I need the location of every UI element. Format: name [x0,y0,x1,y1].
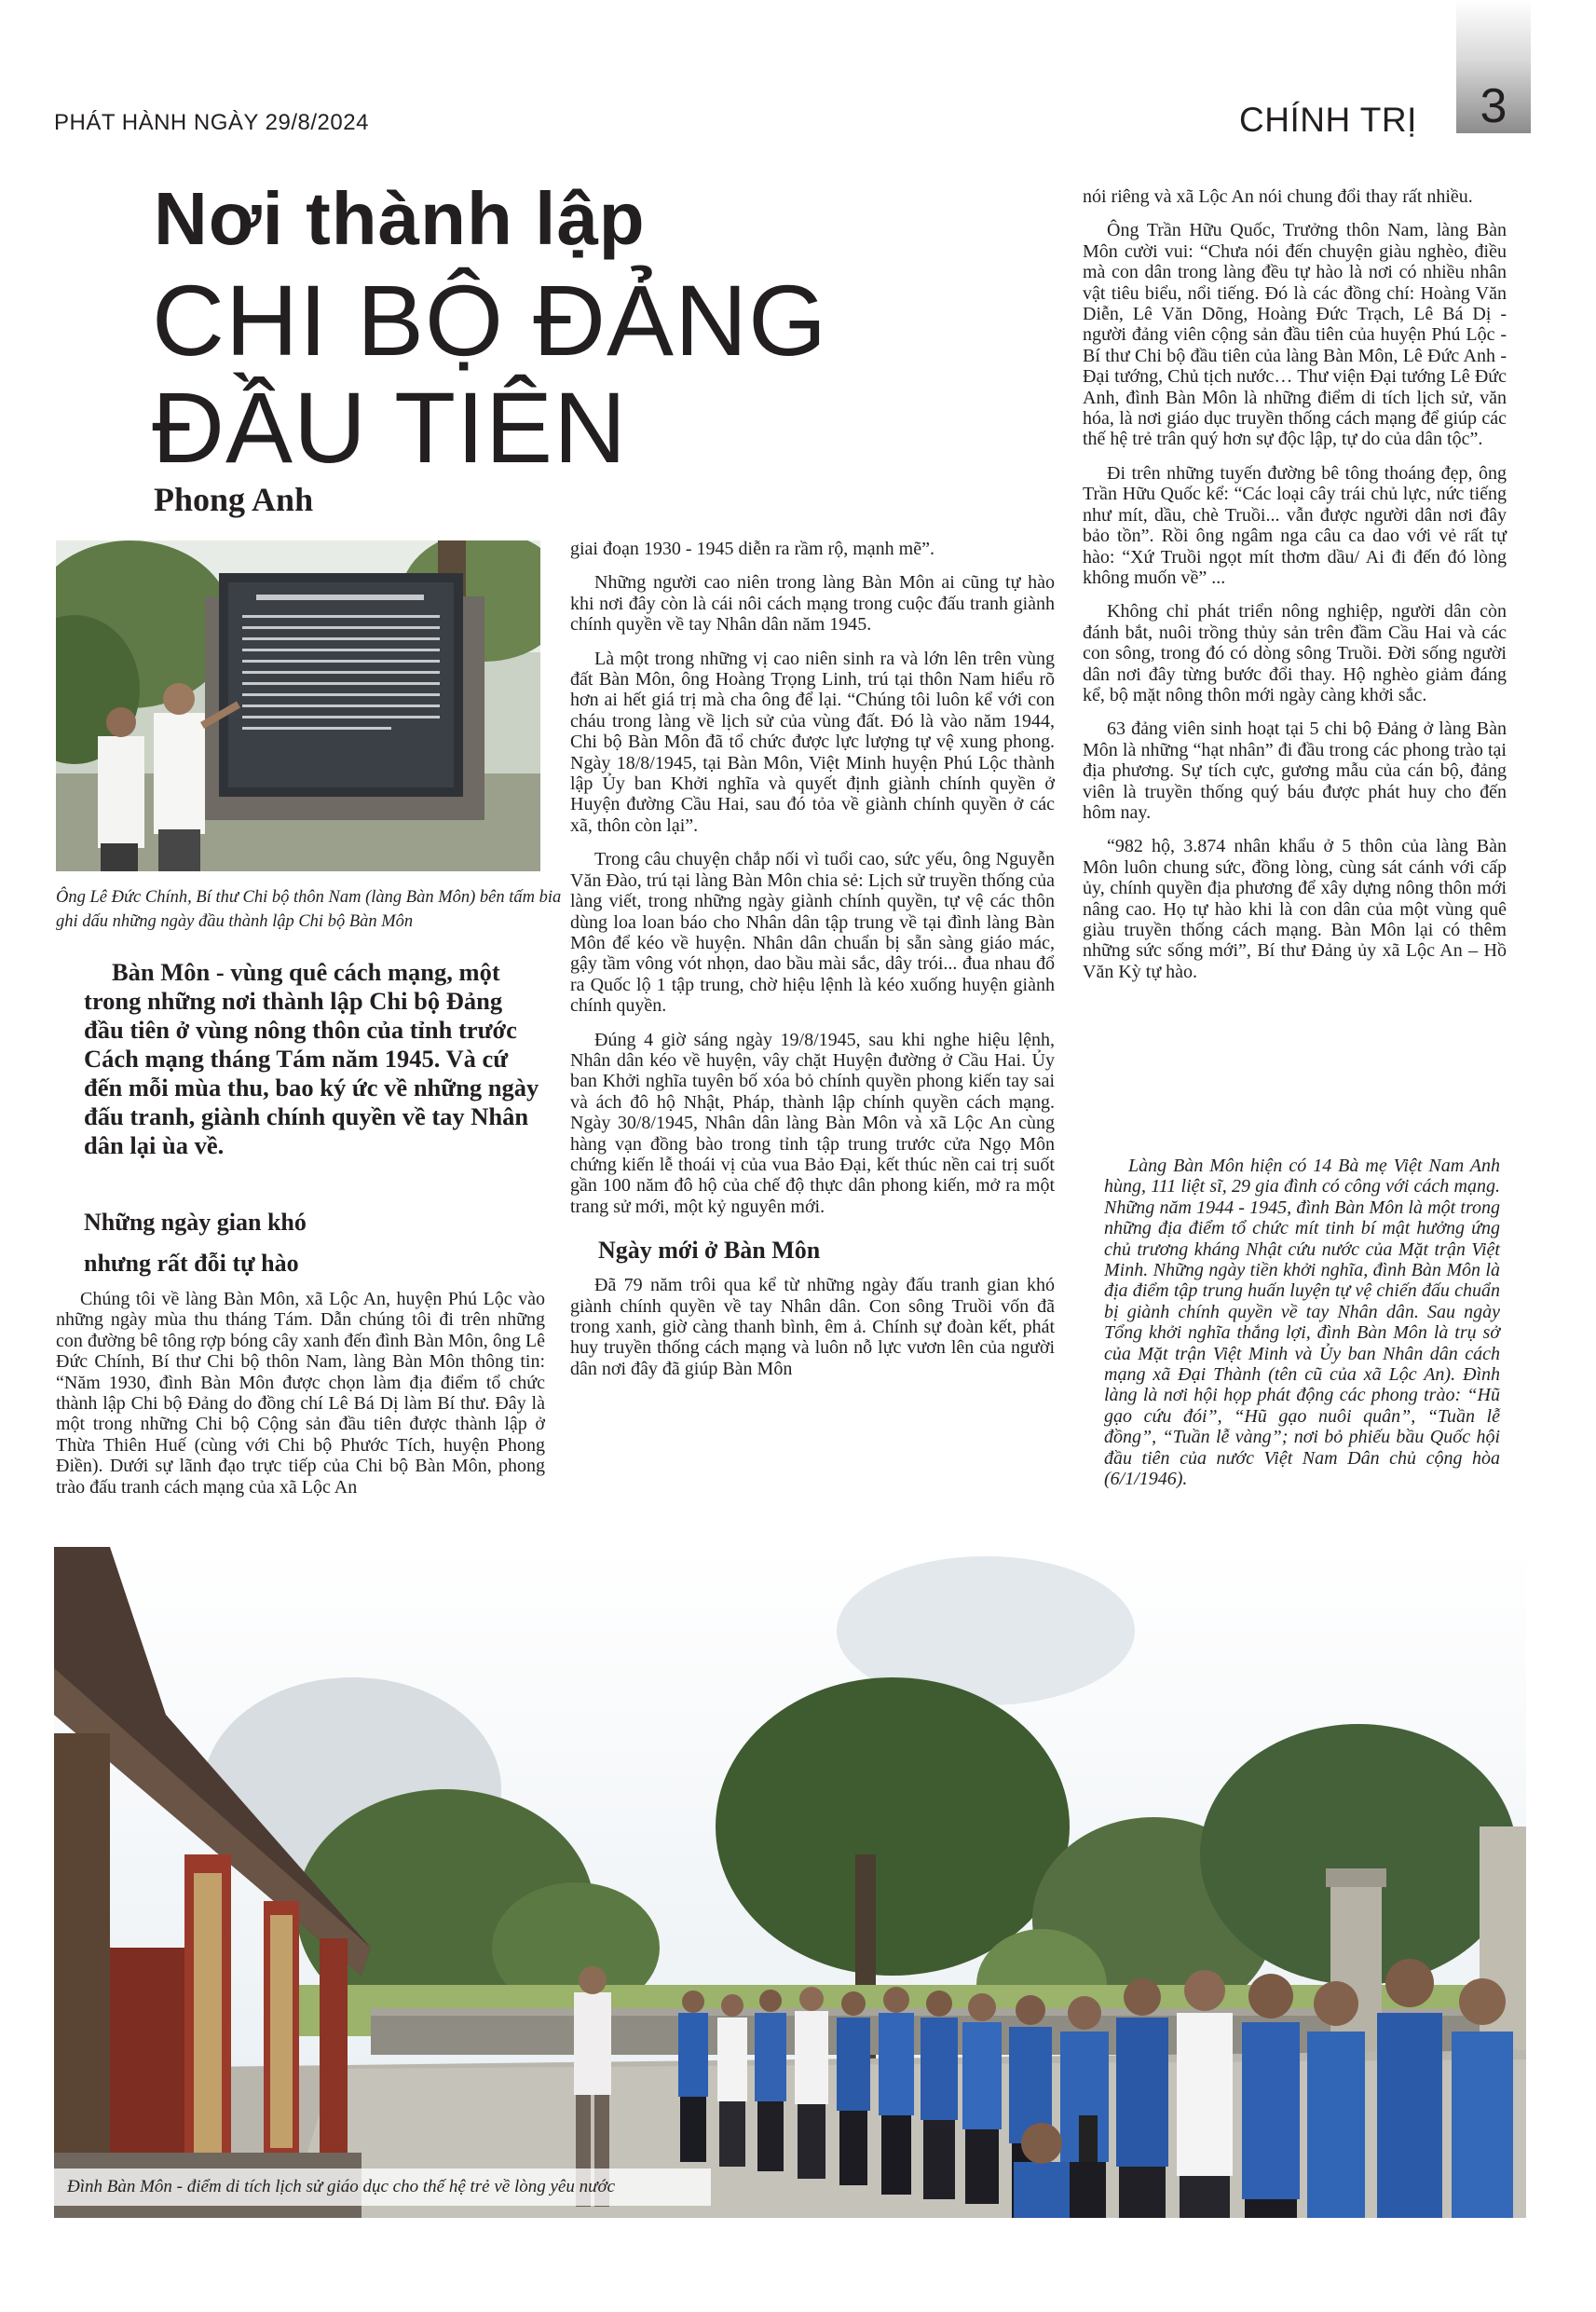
sidebar-facts: Làng Bàn Môn hiện có 14 Bà mẹ Việt Nam Anh hùng, 111 liệt sĩ, 29 gia đình có công với cách mạng. Những năm 1944 - 1945, đình Bàn Môn là một trong những địa điểm tổ chức mít tinh bí mật hưởng ứng chủ trương kháng Nhật cứu nước của Mặt trận Việt Minh. Những ngày tiền khởi nghĩa, đình Bàn Môn là địa điểm tập trung huấn luyện tự vệ chiến đấu chuẩn bị giành chính quyền về tay Nhân dân. Sau ngày Tổng khởi nghĩa thắng lợi, đình Bàn Môn là trụ sở của Mặt trận Việt Minh và Ủy ban Nhân dân cách mạng xã Đại Thành (tên cũ của xã Lộc An). Đình làng là nơi hội họp phát động các phong trào: “Hũ gạo cứu đói”, “Hũ gạo nuôi quân”, “Tuần lễ đồng”, “Tuần lễ vàng”; nơi bỏ phiếu bầu Quốc hội đầu tiên của nước Việt Nam Dân chủ cộng hòa (6/1/1946). [1104,1156,1500,1490]
issue-date: PHÁT HÀNH NGÀY 29/8/2024 [54,110,369,135]
subhead-new-day: Ngày mới ở Bàn Môn [598,1237,821,1265]
column-2 [570,539,1055,1392]
page-number: 3 [1480,79,1507,133]
paragraph: Những người cao niên trong làng Bàn Môn ai cũng tự hào khi nơi đây còn là cái nôi cách mạng trong cuộc đấu tranh giành chính quyền về tay Nhân dân năm 1945. [570,572,1055,636]
subhead-line-2: nhưng rất đỗi tự hào [84,1250,299,1277]
stele-photo [56,540,540,871]
bottom-photo-caption: Đình Bàn Môn - điểm di tích lịch sử giáo dục cho thế hệ trẻ về lòng yêu nước [54,2168,711,2206]
headline-line-2: CHI BỘ ĐẢNG [152,264,828,376]
paragraph: Đã 79 năm trôi qua kể từ những ngày đấu tranh gian khó giành chính quyền về tay Nhân dân. Con sông Truồi vốn đã trong xanh, giờ càng thanh bình, êm ả. Chính sự đoàn kết, phát huy truyền thống cách mạng và luôn nỗ lực vươn lên của người dân nơi đây đã giúp Bàn Môn [570,1275,1055,1379]
column-3 [1083,186,1507,995]
lead-paragraph [84,958,540,1160]
paragraph: Là một trong những vị cao niên sinh ra và lớn lên trên vùng đất Bàn Môn, ông Hoàng Trọng Linh, trú tại thôn Nam hiểu rõ hơn ai hết giá trị mà cha ông để lại. “Chúng tôi luôn kể với con cháu trong làng về lịch sử của vùng đất. Đó là vào năm 1944, Chi bộ Bàn Môn đã tổ chức được lực lượng tự vệ xung phong. Ngày 18/8/1945, tại Bàn Môn, Việt Minh huyện Phú Lộc thành lập Ủy ban Khởi nghĩa và quyết định giành chính quyền ở Huyện đường Cầu Hai, sau đó tỏa về giành chính quyền ở các xã, thôn còn lại”. [570,648,1055,836]
headline-line-1: Nơi thành lập [154,177,646,260]
communal-house-photo [54,1547,1526,2218]
top-photo-caption: Ông Lê Đức Chính, Bí thư Chi bộ thôn Nam (làng Bàn Môn) bên tấm bia ghi dấu những ngày đầu thành lập Chi bộ Bàn Môn [56,888,562,931]
headline-line-3: ĐẦU TIÊN [152,371,628,484]
paragraph: Đúng 4 giờ sáng ngày 19/8/1945, sau khi nghe hiệu lệnh, Nhân dân kéo về huyện, vây chặt Huyện đường ở Cầu Hai. Ủy ban Khởi nghĩa tuyên bố xóa bỏ chính quyền phong kiến tay sai và ách đô hộ Nhật, Pháp, thành lập chính quyền cách mạng. Ngày 30/8/1945, Nhân dân làng Bàn Môn và xã Lộc An cùng hàng vạn đồng bào trong tỉnh tập trung trước cửa Ngọ Môn chứng kiến lễ thoái vị của vua Bảo Đại, kết thúc nền cai trị suốt gần 100 năm đô hộ của chế độ thực dân phong kiến, mở ra một trang sử mới, một kỷ nguyên mới. [570,1029,1055,1217]
paragraph: Chúng tôi về làng Bàn Môn, xã Lộc An, huyện Phú Lộc vào những ngày mùa thu tháng Tám. Dẫn chúng tôi đi trên những con đường bê tông rợp bóng cây xanh đến đình Bàn Môn, ông Lê Đức Chính, Bí thư Chi bộ thôn Nam, làng Bàn Môn thông tin: “Năm 1930, đình Bàn Môn được chọn làm địa điểm tổ chức thành lập Chi bộ Đảng do đồng chí Lê Bá Dị làm Bí thư. Đây là một trong những Chi bộ Cộng sản đầu tiên được thành lập ở Thừa Thiên Huế (cùng với Chi bộ Phước Tích, huyện Phong Điền). Dưới sự lãnh đạo trực tiếp của Chi bộ Bàn Môn, phong trào đấu tranh cách mạng của xã Lộc An [56,1289,545,1498]
lead-text: Bàn Môn - vùng quê cách mạng, một trong những nơi thành lập Chi bộ Đảng đầu tiên ở vùng nông thôn của tỉnh trước Cách mạng tháng Tám năm 1945. Và cứ đến mỗi mùa thu, bao ký ức về những ngày đấu tranh, giành chính quyền về tay Nhân dân lại ùa về. [84,958,539,1159]
section-name: CHÍNH TRỊ [1239,101,1417,139]
paragraph: Ông Trần Hữu Quốc, Trưởng thôn Nam, làng Bàn Môn cười vui: “Chưa nói đến chuyện giàu nghèo, điều mà con dân trong làng đều tự hào là nơi có nhiều nhân vật tiêu biểu, nổi tiếng. Đó là các đồng chí: Hoàng Văn Diễn, Lê Văn Dõng, Hoàng Đức Trạch, Lê Bá Dị - người đảng viên cộng sản đầu tiên của huyện Phú Lộc - Bí thư Chi bộ đầu tiên của làng Bàn Môn, Lê Đức Anh - Đại tướng, Chủ tịch nước… Thư viện Đại tướng Lê Đức Anh, đình Bàn Môn là những điểm di tích lịch sử, văn hóa, là nơi giáo dục truyền thống cách mạng để giúp các thế hệ trẻ trân quý hơn sự độc lập, tự do của dân tộc”. [1083,220,1507,450]
column-1 [56,1289,545,1511]
paragraph: giai đoạn 1930 - 1945 diễn ra rầm rộ, mạnh mẽ”. [570,539,934,559]
paragraph: nói riêng và xã Lộc An nói chung đổi thay rất nhiều. [1083,186,1473,207]
paragraph: Đi trên những tuyến đường bê tông thoáng đẹp, ông Trần Hữu Quốc kể: “Các loại cây trái chủ lực, nức tiếng như mít, dầu, chè Truồi... vẫn được người dân nơi đây bảo tồn”. Rồi ông ngâm nga câu ca dao với vẻ rất tự hào: “Xứ Truồi ngọt mít thơm dầu/ Ai đi đến đó lòng không muốn về” ... [1083,462,1507,588]
author-byline: Phong Anh [154,481,314,518]
subhead-hard-days [84,1202,307,1284]
paragraph: 63 đảng viên sinh hoạt tại 5 chi bộ Đảng ở làng Bàn Môn là những “hạt nhân” đi đầu trong các phong trào tại địa phương. Sự tích cực, gương mẫu của cán bộ, đảng viên là truyền thống quý báu được phát huy cho đến hôm nay. [1083,718,1507,823]
paragraph: Trong câu chuyện chắp nối vì tuổi cao, sức yếu, ông Nguyễn Văn Đào, trú tại làng Bàn Môn chia sẻ: Lịch sử truyền thống của làng viết, trong những ngày giành chính quyền, tự vệ các thôn dùng loa loan báo cho Nhân dân tập trung về tại đình làng Bàn Môn để kéo về huyện. Nhân dân chuẩn bị sẵn sàng giáo mác, gậy tầm vông vót nhọn, dao bầu mài sắc, dây trói... đua nhau đổ ra Quốc lộ 1 tập trung, chờ hiệu lệnh là kéo xuống huyện giành chính quyền. [570,849,1055,1017]
paragraph: “982 hộ, 3.874 nhân khẩu ở 5 thôn của làng Bàn Môn luôn chung sức, đồng lòng, cùng sát cánh với cấp ủy, chính quyền địa phương để xây dựng nông thôn mới nâng cao. Họ tự hào khi là con dân của một vùng quê giàu truyền thống cách mạng. Bàn Môn lại có thêm những sức sống mới”, Bí thư Đảng ủy xã Lộc An – Hồ Văn Kỳ tự hào. [1083,836,1507,982]
paragraph: Không chỉ phát triển nông nghiệp, người dân còn đánh bắt, nuôi trồng thủy sản trên đầm Cầu Hai và các con sông, trong đó có dòng sông Truồi. Đời sống người dân nơi đây từng bước đổi thay. Hộ nghèo giảm đáng kể, bộ mặt nông thôn mới ngày càng khởi sắc. [1083,601,1507,705]
subhead-line-1: Những ngày gian khó [84,1209,307,1236]
